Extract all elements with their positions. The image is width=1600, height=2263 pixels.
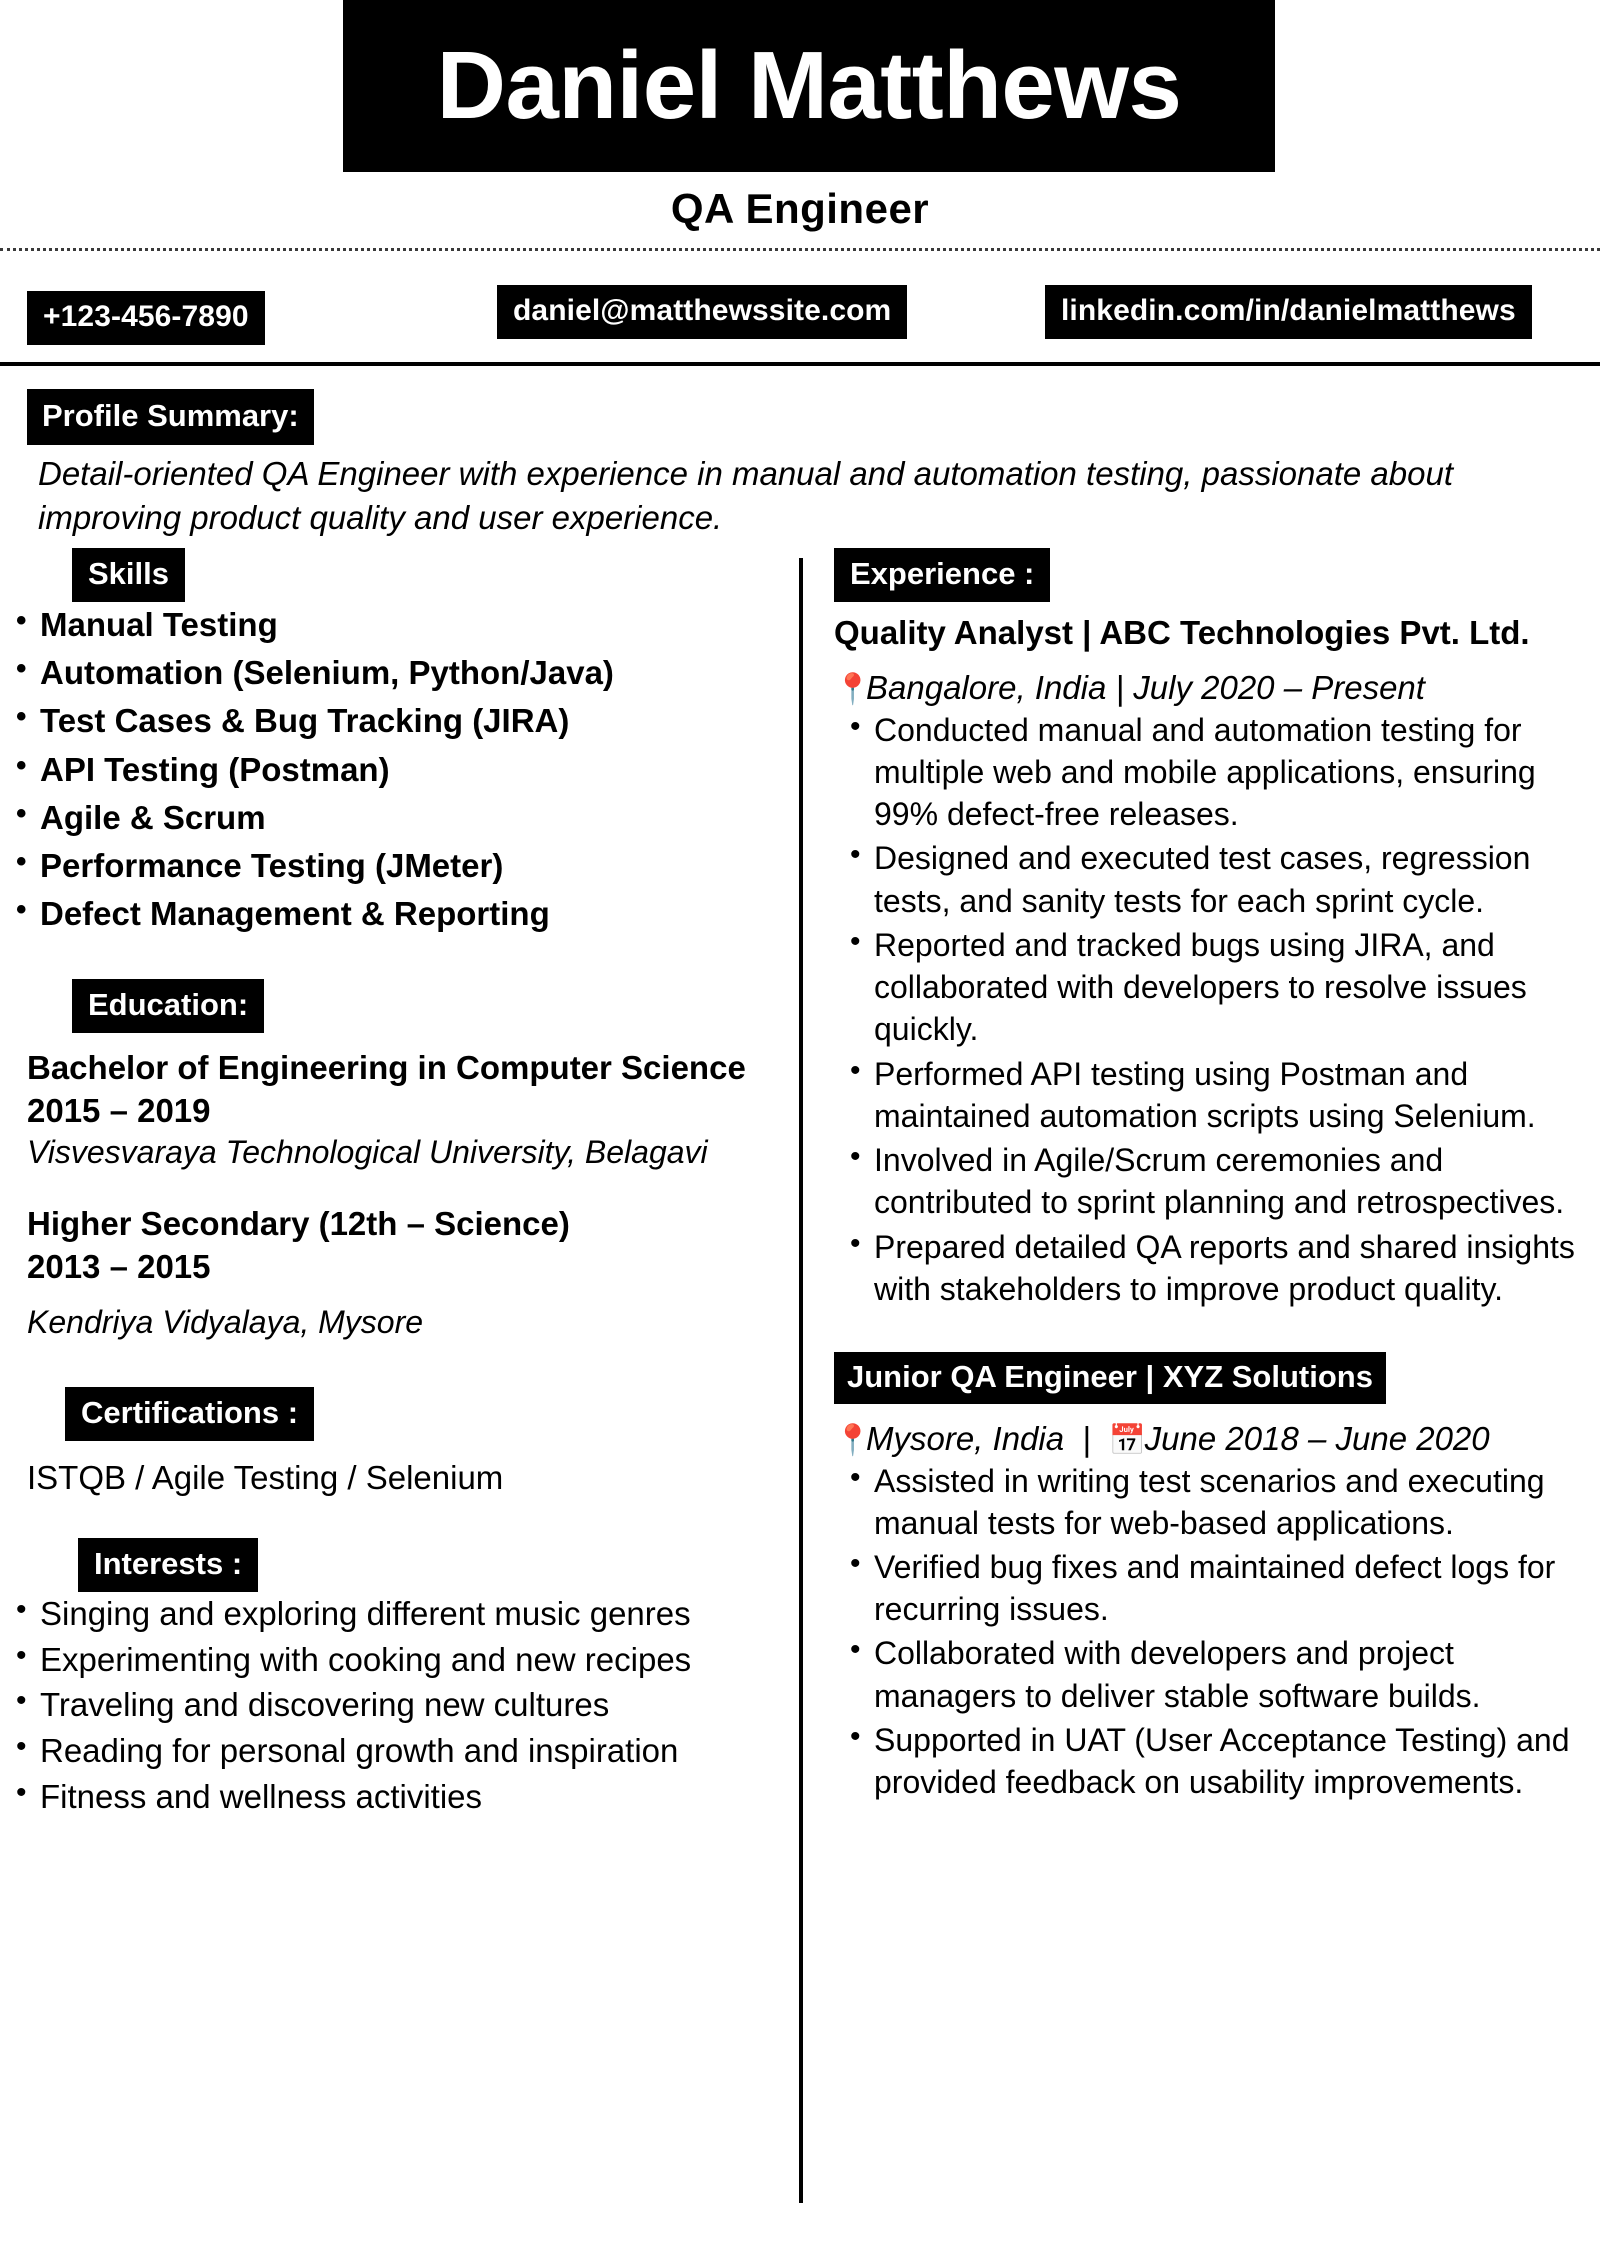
experience-job-location: Bangalore, India | July 2020 – Present — [866, 669, 1425, 707]
list-item: • Singing and exploring different music genres — [0, 1592, 790, 1636]
location-pin-icon: 📍 — [834, 673, 872, 707]
left-column — [0, 548, 790, 1820]
list-item: • Prepared detailed QA reports and shared insights with stakeholders to improve product quality. — [834, 1226, 1594, 1310]
list-item: • Designed and executed test cases, regression tests, and sanity tests for each sprint cycle. — [834, 837, 1594, 921]
education-years: 2013 – 2015 — [27, 1247, 211, 1285]
list-item: • API Testing (Postman) — [0, 747, 790, 793]
right-column — [834, 548, 1594, 1805]
contact-linkedin[interactable]: linkedin.com/in/danielmatthews — [1045, 285, 1532, 339]
candidate-name: Daniel Matthews — [436, 32, 1182, 139]
column-divider — [799, 558, 803, 2203]
section-heading-certifications: Certifications : — [65, 1387, 314, 1441]
profile-summary-text: Detail-oriented QA Engineer with experience in manual and automation testing, passionate about improving product quality and user experience. — [38, 455, 1453, 536]
list-item: • Reading for personal growth and inspiration — [0, 1729, 790, 1773]
candidate-name-banner — [343, 0, 1275, 172]
list-item: • Manual Testing — [0, 602, 790, 648]
education-degree: Bachelor of Engineering in Computer Science — [27, 1049, 746, 1087]
experience-job-dates: June 2018 – June 2020 — [1144, 1420, 1490, 1458]
list-item: • Performed API testing using Postman and maintained automation scripts using Selenium. — [834, 1053, 1594, 1137]
list-item: • Assisted in writing test scenarios and executing manual tests for web-based applications. — [834, 1460, 1594, 1544]
experience-job-2 — [834, 1352, 1594, 1803]
section-heading-profile-summary: Profile Summary: — [27, 389, 314, 445]
list-item: • Fitness and wellness activities — [0, 1775, 790, 1819]
section-heading-experience: Experience : — [834, 548, 1050, 602]
skills-list — [0, 602, 790, 937]
certifications-text: ISTQB / Agile Testing / Selenium — [27, 1459, 504, 1497]
interests-list — [0, 1592, 790, 1818]
contact-email[interactable]: daniel@matthewssite.com — [497, 285, 907, 339]
education-years: 2015 – 2019 — [27, 1091, 211, 1129]
experience-job-meta — [834, 1418, 1594, 1460]
experience-job-meta — [834, 667, 1594, 709]
section-heading-skills: Skills — [72, 548, 185, 602]
contact-phone[interactable]: +123-456-7890 — [27, 291, 265, 345]
contact-solid-divider — [0, 362, 1600, 366]
experience-bullets — [834, 709, 1594, 1310]
list-item: • Automation (Selenium, Python/Java) — [0, 650, 790, 696]
list-item: • Supported in UAT (User Acceptance Testing) and provided feedback on usability improvements. — [834, 1719, 1594, 1803]
education-degree: Higher Secondary (12th – Science) — [27, 1205, 570, 1243]
education-school: Visvesvaraya Technological University, Belagavi — [27, 1133, 708, 1170]
list-item: • Defect Management & Reporting — [0, 891, 790, 937]
list-item: • Agile & Scrum — [0, 795, 790, 841]
section-heading-education: Education: — [72, 979, 264, 1033]
contact-bar — [0, 291, 1600, 343]
header-dotted-divider — [0, 248, 1600, 251]
page-title: QA Engineer — [670, 185, 930, 232]
list-item: • Traveling and discovering new cultures — [0, 1683, 790, 1727]
section-heading-interests: Interests : — [78, 1538, 258, 1592]
calendar-icon: 📅 — [1108, 1424, 1147, 1458]
experience-job-title: Quality Analyst | ABC Technologies Pvt. Ltd. — [834, 614, 1530, 651]
list-item: • Involved in Agile/Scrum ceremonies and contributed to sprint planning and retrospectives. — [834, 1139, 1594, 1223]
experience-job-title-banner: Junior QA Engineer | XYZ Solutions — [834, 1352, 1386, 1404]
experience-job-location: Mysore, India — [866, 1420, 1065, 1458]
list-item: • Experimenting with cooking and new recipes — [0, 1638, 790, 1682]
list-item: • Test Cases & Bug Tracking (JIRA) — [0, 698, 790, 744]
list-item: • Conducted manual and automation testing for multiple web and mobile applications, ensuring 99% defect-free releases. — [834, 709, 1594, 836]
location-pin-icon: 📍 — [834, 1424, 872, 1458]
list-item: • Verified bug fixes and maintained defect logs for recurring issues. — [834, 1546, 1594, 1630]
experience-bullets — [834, 1460, 1594, 1804]
list-item: • Collaborated with developers and project managers to deliver stable software builds. — [834, 1632, 1594, 1716]
list-item: • Performance Testing (JMeter) — [0, 843, 790, 889]
meta-separator: | — [1082, 1420, 1091, 1458]
education-entry — [27, 1047, 790, 1343]
education-school: Kendriya Vidyalaya, Mysore — [27, 1303, 424, 1340]
list-item: • Reported and tracked bugs using JIRA, and collaborated with developers to resolve issues quickly. — [834, 924, 1594, 1051]
